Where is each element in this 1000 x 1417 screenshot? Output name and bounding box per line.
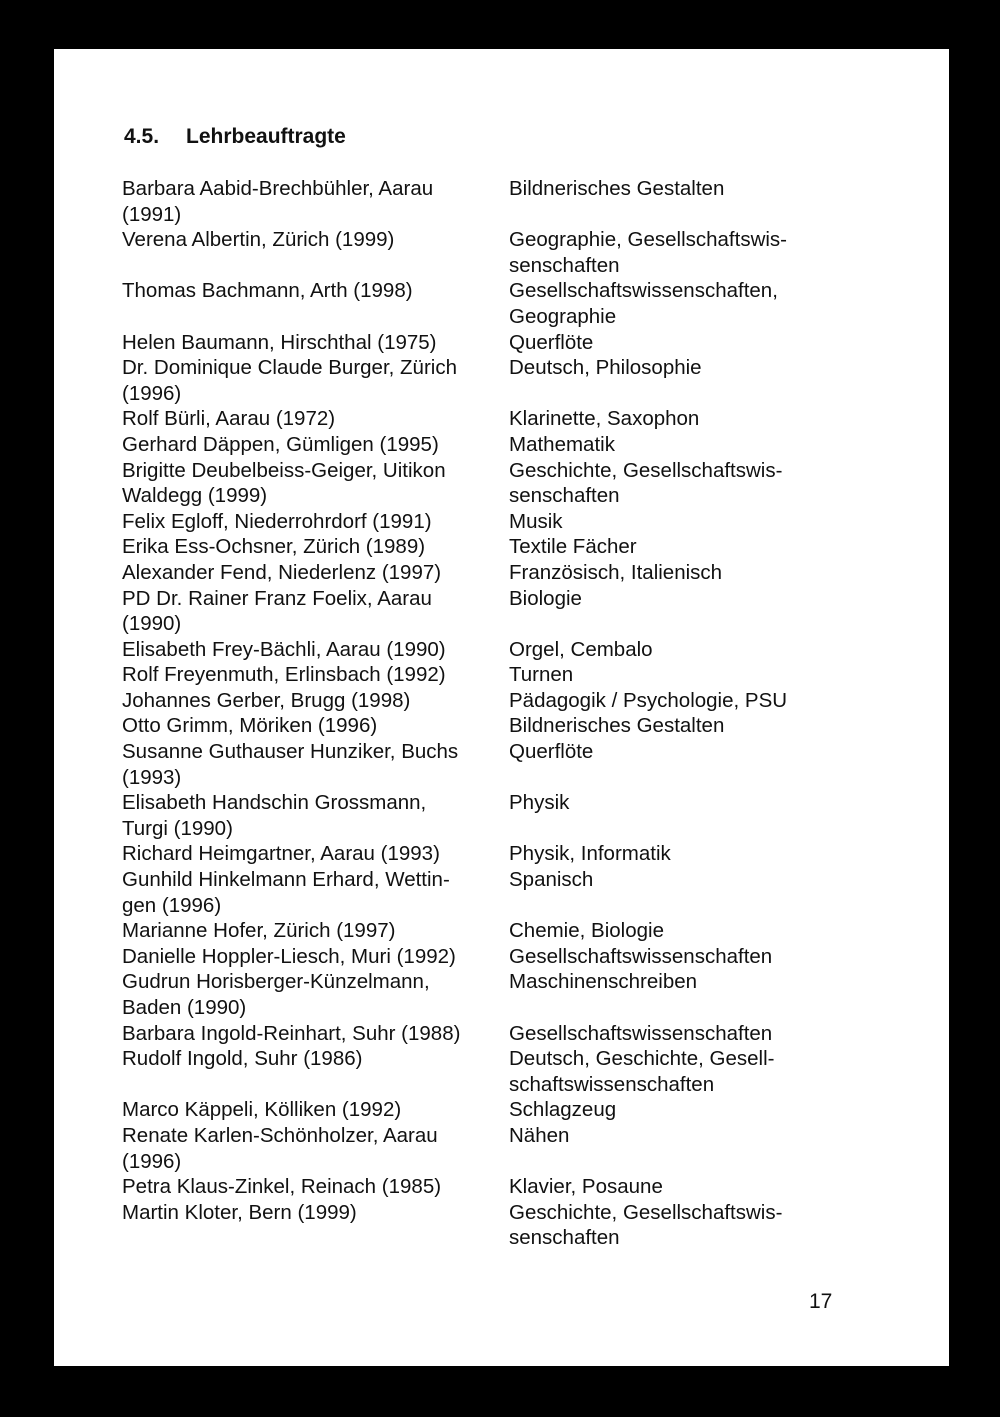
list-item (122, 713, 882, 739)
list-item (122, 278, 882, 329)
section-title: Lehrbeauftragte (186, 125, 346, 148)
lecturer-name (122, 509, 509, 535)
name-line: Alexander Fend, Niederlenz (1997) (122, 560, 442, 584)
name-line: (1991) (122, 202, 182, 226)
subject-line: Querflöte (509, 740, 594, 764)
subject-line: Bildnerisches Gestalten (509, 177, 725, 200)
name-line: Gunhild Hinkelmann Erhard, Wettin- (122, 868, 450, 892)
name-line: Dr. Dominique Claude Burger, Zürich (122, 356, 457, 380)
subject-line: Turnen (509, 663, 574, 687)
subject-line: Klavier, Posaune (509, 1175, 663, 1199)
name-line: Gerhard Däppen, Gümligen (1995) (122, 432, 439, 456)
name-line: Helen Baumann, Hirschthal (1975) (122, 330, 437, 354)
subject-line: Pädagogik / Psychologie, PSU (509, 688, 788, 712)
list-item (122, 637, 882, 663)
name-line: Marianne Hofer, Zürich (1997) (122, 919, 396, 943)
name-line: Rolf Bürli, Aarau (1972) (122, 407, 336, 431)
subject-line: Gesellschaftswissenschaften, (509, 279, 778, 303)
lecturer-name (122, 176, 509, 227)
lecturer-name (122, 662, 509, 688)
name-line: Elisabeth Handschin Grossmann, (122, 791, 427, 815)
lecturer-subject (509, 969, 881, 1020)
name-line: Renate Karlen-Schönholzer, Aarau (122, 1123, 438, 1147)
section-heading (124, 125, 346, 149)
name-line: Barbara Ingold-Reinhart, Suhr (1988) (122, 1021, 461, 1045)
subject-line: Deutsch, Geschichte, Gesell- (509, 1047, 775, 1071)
lecturer-name (122, 1046, 509, 1097)
list-item (122, 509, 882, 535)
subject-line: Schlagzeug (509, 1098, 617, 1122)
lecturer-subject (509, 432, 881, 458)
name-line: Martin Kloter, Bern (1999) (122, 1200, 357, 1224)
lecturer-subject (509, 637, 881, 663)
list-item (122, 586, 882, 637)
list-item (122, 406, 882, 432)
subject-line: Physik, Informatik (509, 842, 671, 866)
name-line: gen (1996) (122, 893, 222, 917)
lecturer-subject (509, 944, 881, 970)
lecturer-subject (509, 662, 881, 688)
lecturer-name (122, 637, 509, 663)
lecturer-name (122, 355, 509, 406)
name-line: (1993) (122, 765, 182, 789)
lecturer-name (122, 1174, 509, 1200)
lecturer-subject (509, 790, 881, 841)
lecturer-subject (509, 586, 881, 637)
lecturer-name (122, 1123, 509, 1174)
lecturer-subject (509, 1021, 881, 1047)
lecturer-name (122, 841, 509, 867)
name-line: Susanne Guthauser Hunziker, Buchs (122, 740, 459, 764)
subject-line: senschaften (509, 1226, 620, 1250)
name-line: Verena Albertin, Zürich (1999) (122, 228, 395, 252)
list-item (122, 330, 882, 356)
lecturer-subject (509, 509, 881, 535)
subject-line: Physik (509, 791, 570, 815)
name-line: Thomas Bachmann, Arth (1998) (122, 279, 413, 303)
lecturer-subject (509, 227, 881, 278)
name-line: Petra Klaus-Zinkel, Reinach (1985) (122, 1175, 442, 1199)
lecturer-name (122, 406, 509, 432)
lecturer-subject (509, 355, 881, 406)
list-item (122, 534, 882, 560)
name-line: Elisabeth Frey-Bächli, Aarau (1990) (122, 637, 446, 661)
name-line: Johannes Gerber, Brugg (1998) (122, 688, 411, 712)
lecturer-subject (509, 1046, 881, 1097)
lecturer-subject (509, 1123, 881, 1174)
name-line: Turgi (1990) (122, 816, 233, 840)
subject-line: Querflöte (509, 330, 594, 354)
subject-line: Gesellschaftswissenschaften (509, 1021, 773, 1045)
subject-line: Geographie, Gesellschaftswis- (509, 228, 788, 252)
list-item (122, 355, 882, 406)
list-item (122, 1097, 882, 1123)
page-number: 17 (809, 1290, 833, 1313)
subject-line: Spanisch (509, 868, 594, 892)
lecturer-name (122, 560, 509, 586)
subject-line: Musik (509, 509, 563, 533)
lecturer-subject (509, 176, 881, 227)
lecturer-name (122, 534, 509, 560)
list-item (122, 176, 882, 227)
lecturer-name (122, 918, 509, 944)
lecturer-name (122, 227, 509, 278)
list-item (122, 841, 882, 867)
list-item (122, 432, 882, 458)
list-item (122, 790, 882, 841)
lecturer-list (122, 176, 882, 1251)
subject-line: Biologie (509, 586, 582, 610)
list-item (122, 1174, 882, 1200)
subject-line: senschaften (509, 253, 620, 277)
list-item (122, 1046, 882, 1097)
name-line: (1996) (122, 1149, 182, 1173)
list-item (122, 662, 882, 688)
lecturer-subject (509, 841, 881, 867)
lecturer-subject (509, 458, 881, 509)
name-line: (1996) (122, 381, 182, 405)
name-line: Danielle Hoppler-Liesch, Muri (1992) (122, 944, 456, 968)
lecturer-name (122, 586, 509, 637)
lecturer-subject (509, 406, 881, 432)
name-line: Richard Heimgartner, Aarau (1993) (122, 842, 440, 866)
list-item (122, 969, 882, 1020)
list-item (122, 739, 882, 790)
subject-line: Chemie, Biologie (509, 919, 664, 943)
lecturer-subject (509, 278, 881, 329)
subject-line: senschaften (509, 484, 620, 508)
list-item (122, 227, 882, 278)
lecturer-name (122, 944, 509, 970)
lecturer-name (122, 458, 509, 509)
name-line: Rudolf Ingold, Suhr (1986) (122, 1047, 363, 1071)
lecturer-name (122, 790, 509, 841)
name-line: Marco Käppeli, Kölliken (1992) (122, 1098, 402, 1122)
list-item (122, 944, 882, 970)
lecturer-subject (509, 560, 881, 586)
lecturer-subject (509, 1200, 881, 1251)
name-line: Rolf Freyenmuth, Erlinsbach (1992) (122, 663, 446, 687)
name-line: (1990) (122, 612, 182, 636)
lecturer-name (122, 330, 509, 356)
subject-line: Textile Fächer (509, 535, 637, 559)
subject-line: Nähen (509, 1123, 570, 1147)
lecturer-name (122, 1021, 509, 1047)
name-line: Brigitte Deubelbeiss-Geiger, Uitikon (122, 458, 446, 482)
name-line: PD Dr. Rainer Franz Foelix, Aarau (122, 586, 432, 610)
document-page (54, 49, 949, 1366)
list-item (122, 1200, 882, 1251)
list-item (122, 918, 882, 944)
subject-line: Geschichte, Gesellschaftswis- (509, 1200, 783, 1224)
subject-line: Deutsch, Philosophie (509, 356, 702, 380)
list-item (122, 1021, 882, 1047)
lecturer-subject (509, 1174, 881, 1200)
list-item (122, 1123, 882, 1174)
subject-line: Französisch, Italienisch (509, 560, 723, 584)
subject-line: schaftswissenschaften (509, 1072, 715, 1096)
lecturer-name (122, 969, 509, 1020)
list-item (122, 458, 882, 509)
lecturer-subject (509, 688, 881, 714)
lecturer-subject (509, 918, 881, 944)
name-line: Erika Ess-Ochsner, Zürich (1989) (122, 535, 426, 559)
lecturer-subject (509, 713, 881, 739)
name-line: Otto Grimm, Möriken (1996) (122, 714, 378, 738)
lecturer-name (122, 713, 509, 739)
list-item (122, 688, 882, 714)
name-line: Barbara Aabid-Brechbühler, Aarau (122, 177, 434, 200)
lecturer-name (122, 1097, 509, 1123)
list-item (122, 560, 882, 586)
subject-line: Gesellschaftswissenschaften (509, 944, 773, 968)
subject-line: Orgel, Cembalo (509, 637, 653, 661)
subject-line: Geographie (509, 304, 617, 328)
name-line: Felix Egloff, Niederrohrdorf (1991) (122, 509, 432, 533)
name-line: Gudrun Horisberger-Künzelmann, (122, 970, 430, 994)
lecturer-subject (509, 1097, 881, 1123)
lecturer-subject (509, 534, 881, 560)
name-line: Waldegg (1999) (122, 484, 268, 508)
lecturer-name (122, 867, 509, 918)
name-line: Baden (1990) (122, 996, 247, 1019)
section-number: 4.5. (124, 125, 160, 148)
subject-line: Klarinette, Saxophon (509, 407, 700, 431)
subject-line: Maschinenschreiben (509, 970, 698, 994)
lecturer-name (122, 278, 509, 329)
lecturer-subject (509, 867, 881, 918)
subject-line: Mathematik (509, 432, 615, 456)
lecturer-name (122, 739, 509, 790)
subject-line: Geschichte, Gesellschaftswis- (509, 458, 783, 482)
lecturer-name (122, 432, 509, 458)
lecturer-subject (509, 330, 881, 356)
lecturer-name (122, 688, 509, 714)
list-item (122, 867, 882, 918)
subject-line: Bildnerisches Gestalten (509, 714, 725, 738)
lecturer-subject (509, 739, 881, 790)
lecturer-name (122, 1200, 509, 1251)
